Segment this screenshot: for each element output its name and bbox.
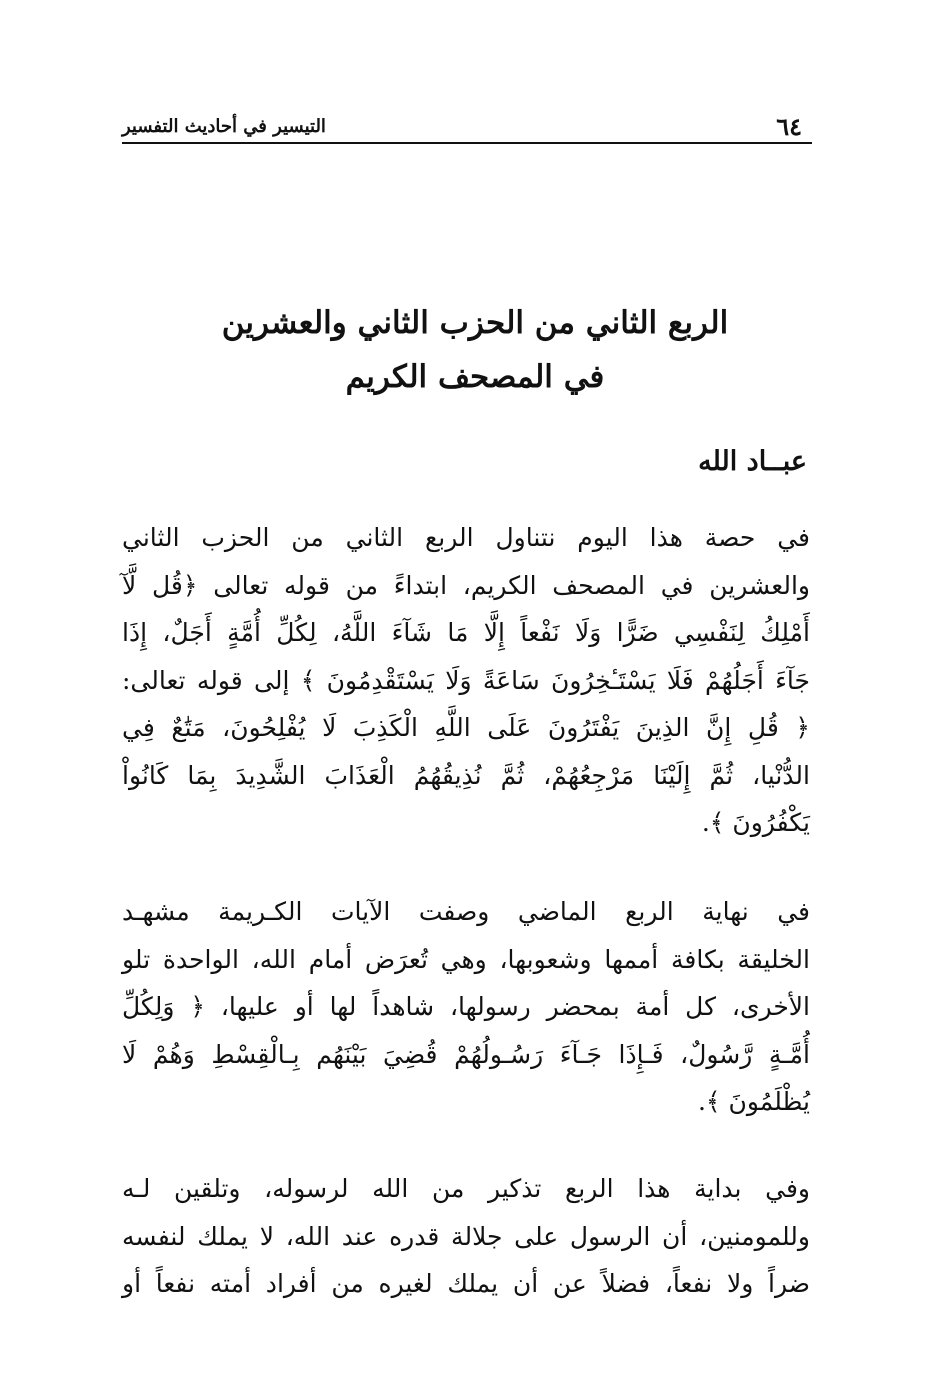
paragraph-line: يُظْلَمُونَ ﴾. <box>697 1087 810 1116</box>
paragraph-line: أَمْلِكُ لِنَفْسِي ضَرًّا وَلَا نَفْعاً إِلَّا مَا شَآءَ اللَّهُ، لِكُلِّ أُمَّةٍ أَجَلٌ، إِذَا <box>122 618 810 647</box>
paragraph-line: يَكْفُرُونَ ﴾. <box>701 808 810 837</box>
paragraph-line: وفي بداية هذا الربع تذكير من الله لرسوله، وتلقين لـه <box>122 1174 810 1203</box>
paragraph-line: جَآءَ أَجَلُهُمْ فَلَا يَسْتَـٔخِرُونَ سَاعَةً وَلَا يَسْتَقْدِمُونَ ﴾ إلى قوله تعالى: <box>122 665 810 695</box>
paragraph-line: ضراً ولا نفعاً، فضلاً عن أن يملك لغيره من أفراد أمته نفعاً أو <box>122 1269 810 1298</box>
paragraph-line: والعشرين في المصحف الكريم، ابتداءً من قوله تعالى ﴿قُل لَّآ <box>122 570 810 600</box>
running-title: التيسير في أحاديث التفسير <box>122 116 326 137</box>
paragraph-line: وللمومنين، أن الرسول على جلالة قدره عند الله، لا يملك لنفسه <box>122 1221 810 1251</box>
page-number: ٦٤ <box>776 112 802 141</box>
paragraph-3 <box>122 1165 810 1308</box>
paragraph-line: الأخرى، كل أمة بمحضر رسولها، شاهداً لها أو عليها، ﴿ وَلِكُلِّ <box>122 992 810 1021</box>
paragraph-2 <box>122 888 810 1126</box>
paragraph-line: الدُّنْيا، ثُمَّ إِلَيْنَا مَرْجِعُهُمْ، ثُمَّ نُذِيقُهُمُ الْعَذَابَ الشَّدِيدَ بِمَا كَانُواْ <box>122 760 810 790</box>
chapter-title-line-2: في المصحف الكريم <box>345 359 605 395</box>
paragraph-line: الخليقة بكافة أممها وشعوبها، وهي تُعرَض أمام الله، الواحدة تلو <box>122 944 810 974</box>
paragraph-line: ﴿ قُلِ إِنَّ الذِينَ يَفْتَرُونَ عَلَى اللَّهِ الْكَذِبَ لَا يُفْلِحُونَ، مَتَٰعٌ فِي <box>122 713 810 742</box>
paragraph-1 <box>122 514 810 847</box>
chapter-title <box>150 296 800 404</box>
section-heading: عبــاد الله <box>698 446 807 477</box>
paragraph-line: في نهاية الربع الماضي وصفت الآيات الكـريمة مشهـد <box>122 897 810 926</box>
paragraph-line: أُمَّـةٍ رَّسُولٌ، فَـإِذَا جَـآءَ رَسُـولُهُمْ قُضِيَ بَيْنَهُم بِـالْقِسْطِ وَهُمْ لَا <box>122 1039 810 1069</box>
page-header <box>122 112 812 144</box>
chapter-title-line-1: الربع الثاني من الحزب الثاني والعشرين <box>221 305 729 341</box>
paragraph-line: في حصة هذا اليوم نتناول الربع الثاني من الحزب الثاني <box>122 523 810 552</box>
